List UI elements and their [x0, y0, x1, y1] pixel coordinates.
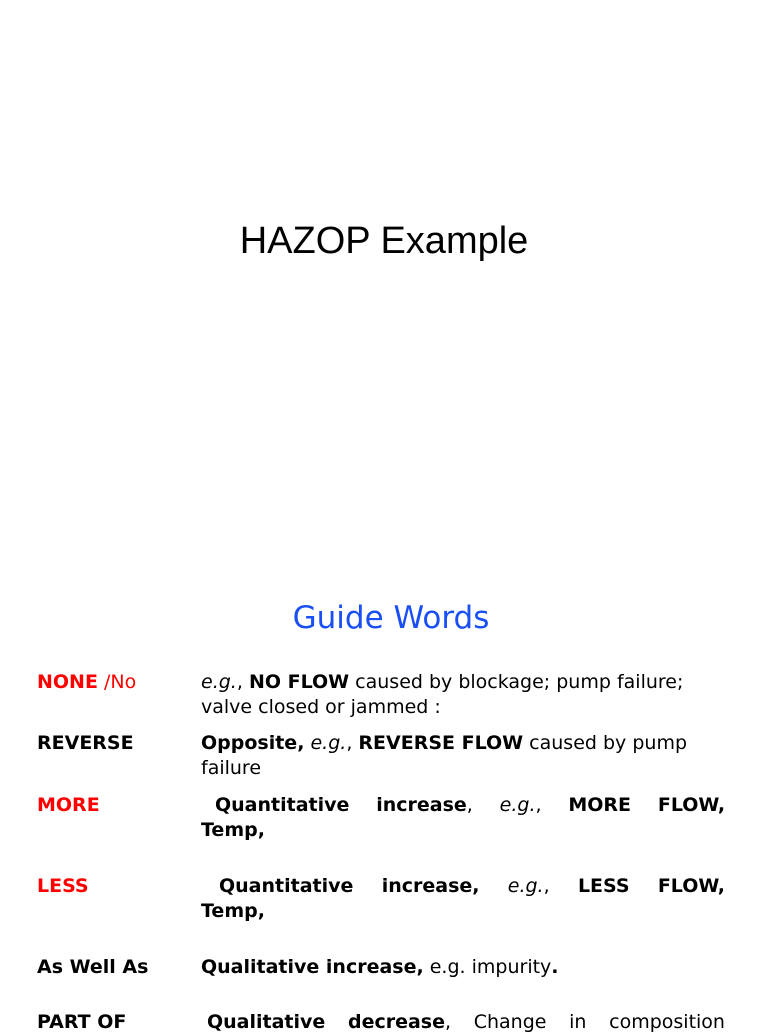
guide-word-description: Quantitative increase, e.g., MORE FLOW, Temp,	[201, 794, 726, 841]
guide-word-no: /No	[97, 671, 137, 693]
guide-word-description: Qualitative increase, e.g. impurity.	[201, 956, 559, 978]
guide-word-description: Quantitative increase, e.g., LESS FLOW, Temp,	[201, 875, 726, 922]
guide-word-description: Qualitative decrease, Change in composition	[207, 1011, 725, 1033]
guide-word-description: Opposite, e.g., REVERSE FLOW caused by pump failure	[201, 732, 688, 779]
guide-word-term: REVERSE	[37, 732, 134, 754]
guide-word-term: As Well As	[37, 956, 149, 978]
guide-words-title: Guide Words	[292, 600, 490, 636]
guide-word-term: LESS	[37, 875, 89, 897]
slide-title: HAZOP Example	[239, 220, 529, 262]
guide-word-term	[37, 670, 197, 695]
guide-word-term: PART OF	[37, 1011, 127, 1033]
guide-word-none: NONE	[37, 671, 98, 693]
guide-word-description: e.g., NO FLOW caused by blockage; pump failure; valve closed or jammed :	[201, 671, 684, 718]
guide-word-term: MORE	[37, 794, 100, 816]
